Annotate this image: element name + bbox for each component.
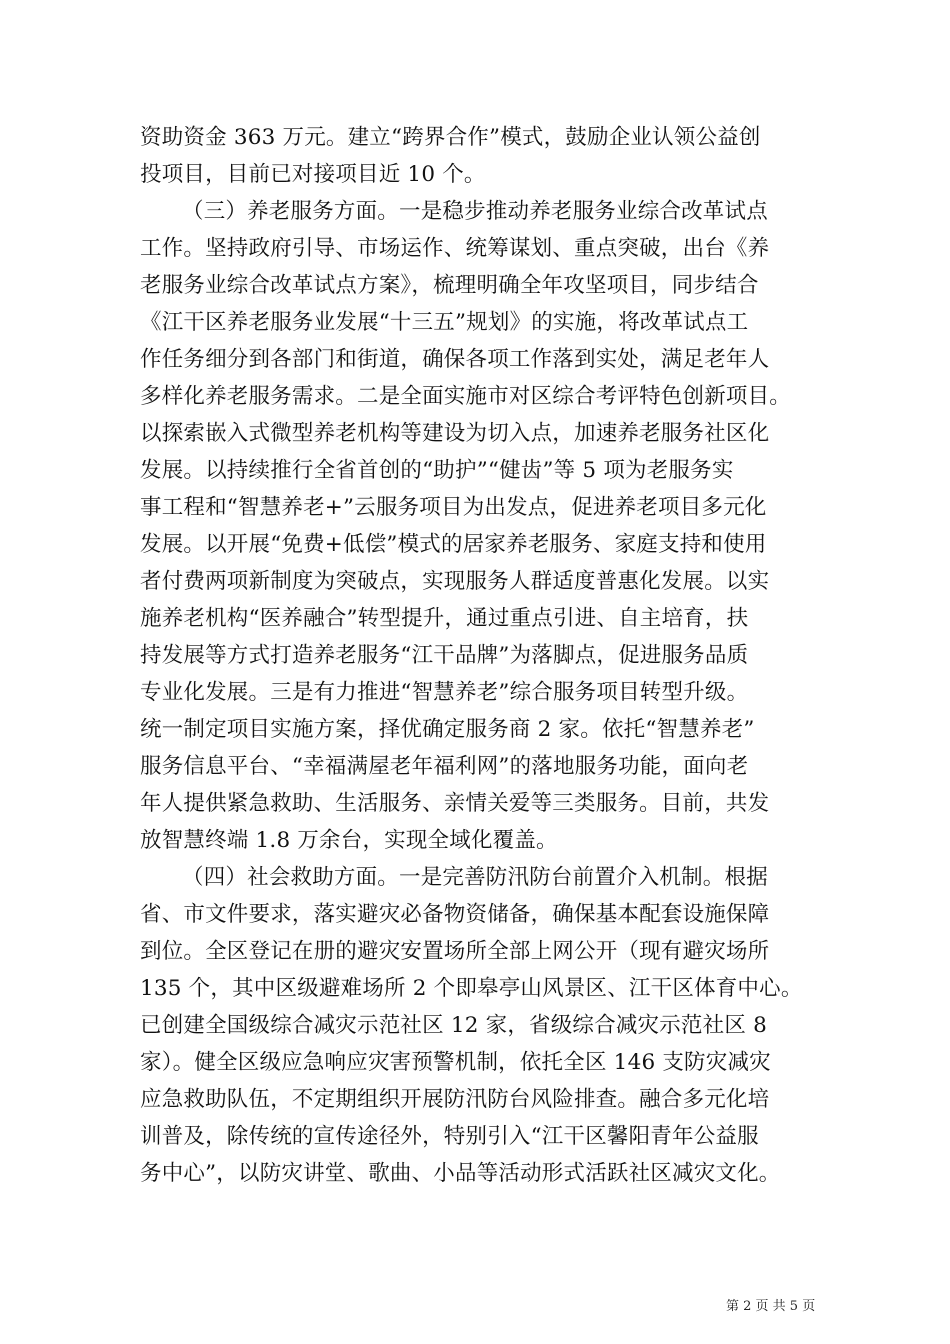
text-line: 发展。以开展“免费+低偿”模式的居家养老服务、家庭支持和使用 (140, 532, 767, 557)
text-line: 资助资金 363 万元。建立“跨界合作”模式，鼓励企业认领公益创 (140, 125, 761, 150)
text-line: 应急救助队伍，不定期组织开展防汛防台风险排查。融合多元化培 (140, 1087, 770, 1112)
text-line: 放智慧终端 1.8 万余台，实现全域化覆盖。 (140, 828, 558, 853)
text-line: 家）。健全区级应急响应灾害预警机制，依托全区 146 支防灾减灾 (140, 1050, 771, 1075)
text-line: 到位。全区登记在册的避灾安置场所全部上网公开（现有避灾场所 (140, 939, 770, 964)
paragraph-heading-line: （三）养老服务方面。一是稳步推动养老服务业综合改革试点 (182, 199, 768, 224)
text-line: 训普及，除传统的宣传途径外，特别引入“江干区馨阳青年公益服 (140, 1124, 759, 1149)
text-line: 专业化发展。三是有力推进“智慧养老”综合服务项目转型升级。 (140, 680, 749, 705)
text-line: 者付费两项新制度为突破点，实现服务人群适度普惠化发展。以实 (140, 569, 770, 594)
text-line: 工作。坚持政府引导、市场运作、统筹谋划、重点突破，出台《养 (140, 236, 770, 261)
text-line: 作任务细分到各部门和街道，确保各项工作落到实处，满足老年人 (140, 347, 770, 372)
text-line: 年人提供紧急救助、生活服务、亲情关爱等三类服务。目前，共发 (140, 791, 770, 816)
text-line: 《江干区养老服务业发展“十三五”规划》的实施，将改革试点工 (140, 310, 749, 335)
text-line: 事工程和“智慧养老+”云服务项目为出发点，促进养老项目多元化 (140, 495, 767, 520)
page-number: 第 2 页 共 5 页 (726, 1299, 816, 1314)
text-line: 以探索嵌入式微型养老机构等建设为切入点，加速养老服务社区化 (140, 421, 770, 446)
paragraph-heading-line: （四）社会救助方面。一是完善防汛防台前置介入机制。根据 (182, 865, 768, 890)
text-line: 务中心”，以防灾讲堂、歌曲、小品等活动形式活跃社区减灾文化。 (140, 1161, 781, 1186)
text-line: 统一制定项目实施方案，择优确定服务商 2 家。依托“智慧养老” (140, 717, 755, 742)
text-line: 施养老机构“医养融合”转型提升，通过重点引进、自主培育，扶 (140, 606, 749, 631)
text-line: 服务信息平台、“幸福满屋老年福利网”的落地服务功能，面向老 (140, 754, 749, 779)
text-line: 135 个，其中区级避难场所 2 个即皋亭山风景区、江干区体育中心。 (140, 976, 803, 1001)
text-line: 多样化养老服务需求。二是全面实施市对区综合考评特色创新项目。 (140, 384, 792, 409)
text-line: 发展。以持续推行全省首创的“助护”“健齿”等 5 项为老服务实 (140, 458, 734, 483)
text-line: 投项目，目前已对接项目近 10 个。 (140, 162, 486, 187)
text-line: 老服务业综合改革试点方案》，梳理明确全年攻坚项目，同步结合 (140, 273, 759, 298)
text-line: 持发展等方式打造养老服务“江干品牌”为落脚点，促进服务品质 (140, 643, 749, 668)
text-line: 省、市文件要求，落实避灾必备物资储备，确保基本配套设施保障 (140, 902, 770, 927)
text-line: 已创建全国级综合减灾示范社区 12 家，省级综合减灾示范社区 8 (140, 1013, 767, 1038)
